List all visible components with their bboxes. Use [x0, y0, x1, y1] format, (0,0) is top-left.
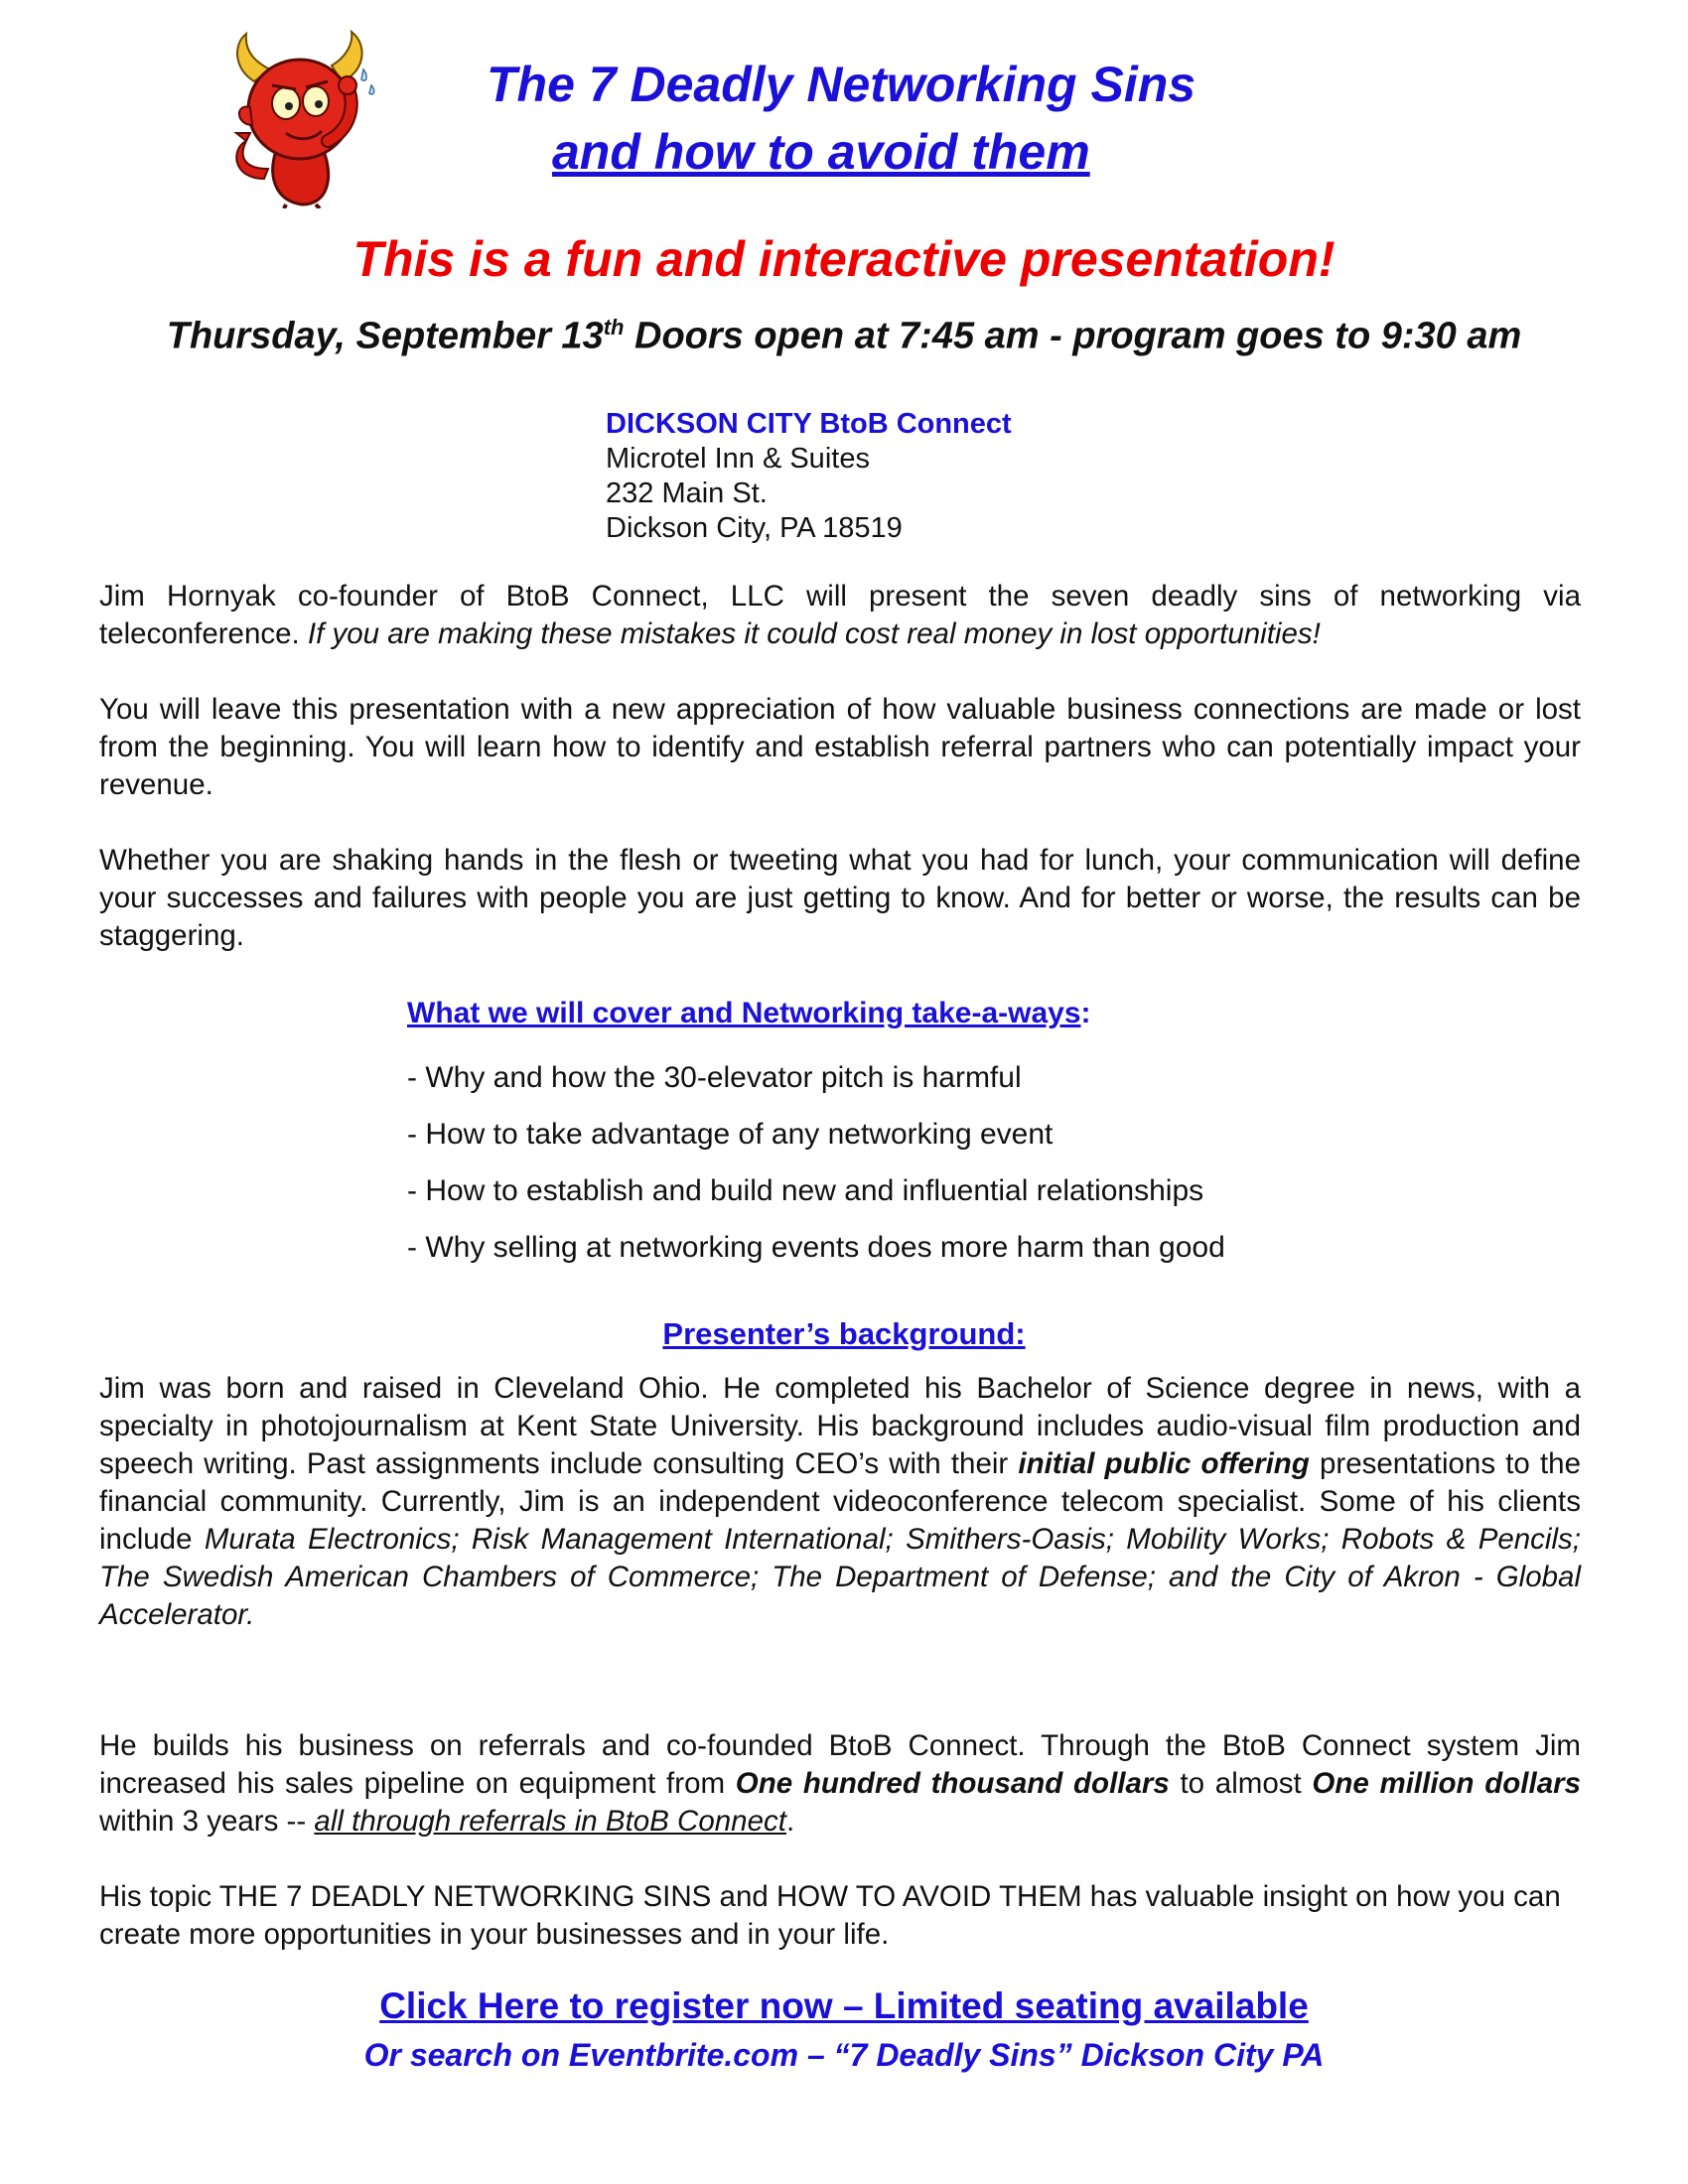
- background-paragraph-1: [99, 1370, 1581, 1634]
- list-item: - How to establish and build new and influential relationships: [407, 1174, 1204, 1207]
- venue-name: Microtel Inn & Suites: [606, 443, 870, 475]
- tagline: This is a fun and interactive presentation!: [352, 231, 1336, 287]
- venue-org: DICKSON CITY BtoB Connect: [606, 408, 1012, 440]
- intro-warning: If you are making these mistakes it could cost real money in lost opportunities!: [307, 617, 1321, 650]
- background-heading: Presenter’s background:: [662, 1316, 1026, 1351]
- takeaways-list: [407, 1049, 1225, 1276]
- venue-block: [606, 407, 1012, 546]
- date-prefix: Thursday, September 13: [166, 315, 604, 357]
- list-item: - Why selling at networking events does more harm than good: [407, 1231, 1225, 1264]
- referral-text-3: within 3 years --: [99, 1805, 315, 1838]
- bio-text: Jim was born and raised in Cleveland Ohio. He completed his Bachelor of Science degree in news, with a specialty in photojournalism at Kent State University. His background includes audio-visual film production and speech writing. Past assignments include consulting CEO’s with their: [99, 1372, 1581, 1480]
- amount-start: One hundred thousand dollars: [735, 1767, 1170, 1800]
- event-date-time: [89, 300, 1599, 364]
- referral-text-2: to almost: [1169, 1767, 1313, 1800]
- register-link[interactable]: Click Here to register now – Limited seating available: [379, 1985, 1309, 2026]
- eventbrite-search-note: Or search on Eventbrite.com – “7 Deadly Sins” Dickson City PA: [363, 2037, 1325, 2073]
- list-item: - How to take advantage of any networking event: [407, 1118, 1054, 1151]
- date-suffix: Doors open at 7:45 am - program goes to 9:30 am: [624, 315, 1522, 357]
- background-paragraph-2: [99, 1727, 1581, 1841]
- venue-street: 232 Main St.: [606, 478, 768, 509]
- list-item: - Why and how the 30-elevator pitch is harmful: [407, 1061, 1022, 1094]
- amount-end: One million dollars: [1312, 1767, 1581, 1800]
- cover-heading-colon: :: [1080, 997, 1091, 1029]
- background-paragraph-3: His topic THE 7 DEADLY NETWORKING SINS and HOW TO AVOID THEM has valuable insight on how you can create more opportunities in your businesses and in your life.: [99, 1880, 1561, 1951]
- referral-emphasis: all through referrals in BtoB Connect: [314, 1805, 786, 1838]
- title-line-2: and how to avoid them: [552, 124, 1090, 180]
- title-line-1: The 7 Deadly Networking Sins: [487, 57, 1196, 112]
- date-ordinal: th: [603, 315, 625, 340]
- referral-period: .: [785, 1805, 795, 1838]
- bio-emphasis: initial public offering: [1018, 1447, 1310, 1480]
- intro-paragraph-2: You will leave this presentation with a new appreciation of how valuable business connections are made or lost from the beginning. You will learn how to identify and establish referral partners who can potentially impact your revenue.: [99, 693, 1581, 801]
- venue-city: Dickson City, PA 18519: [606, 512, 903, 544]
- red-devil-mascot-icon: [224, 30, 383, 208]
- client-list: Murata Electronics; Risk Management International; Smithers-Oasis; Mobility Works; Robots & Pencils; The Swedish American Chambers of Commerce; The Department of Defense; and the City of Akron - Global Accelerator.: [99, 1523, 1581, 1631]
- intro-paragraph-1: [99, 578, 1581, 653]
- cover-heading: [407, 997, 1091, 1030]
- cover-heading-text: What we will cover and Networking take-a-ways: [407, 997, 1081, 1029]
- bio-text-2: presentations to the financial community. Currently, Jim is an independent videoconference telecom specialist. Some of his clients include: [99, 1447, 1581, 1556]
- referral-text: He builds his business on referrals and co-founded BtoB Connect. Through the BtoB Connect system Jim increased his sales pipeline on equipment from: [99, 1729, 1581, 1800]
- intro-paragraph-3: Whether you are shaking hands in the flesh or tweeting what you had for lunch, your communication will define your successes and failures with people you are just getting to know. And for better or worse, the results can be staggering.: [99, 844, 1581, 952]
- intro-text: Jim Hornyak co-founder of BtoB Connect, LLC will present the seven deadly sins of networking via teleconference.: [99, 580, 1581, 650]
